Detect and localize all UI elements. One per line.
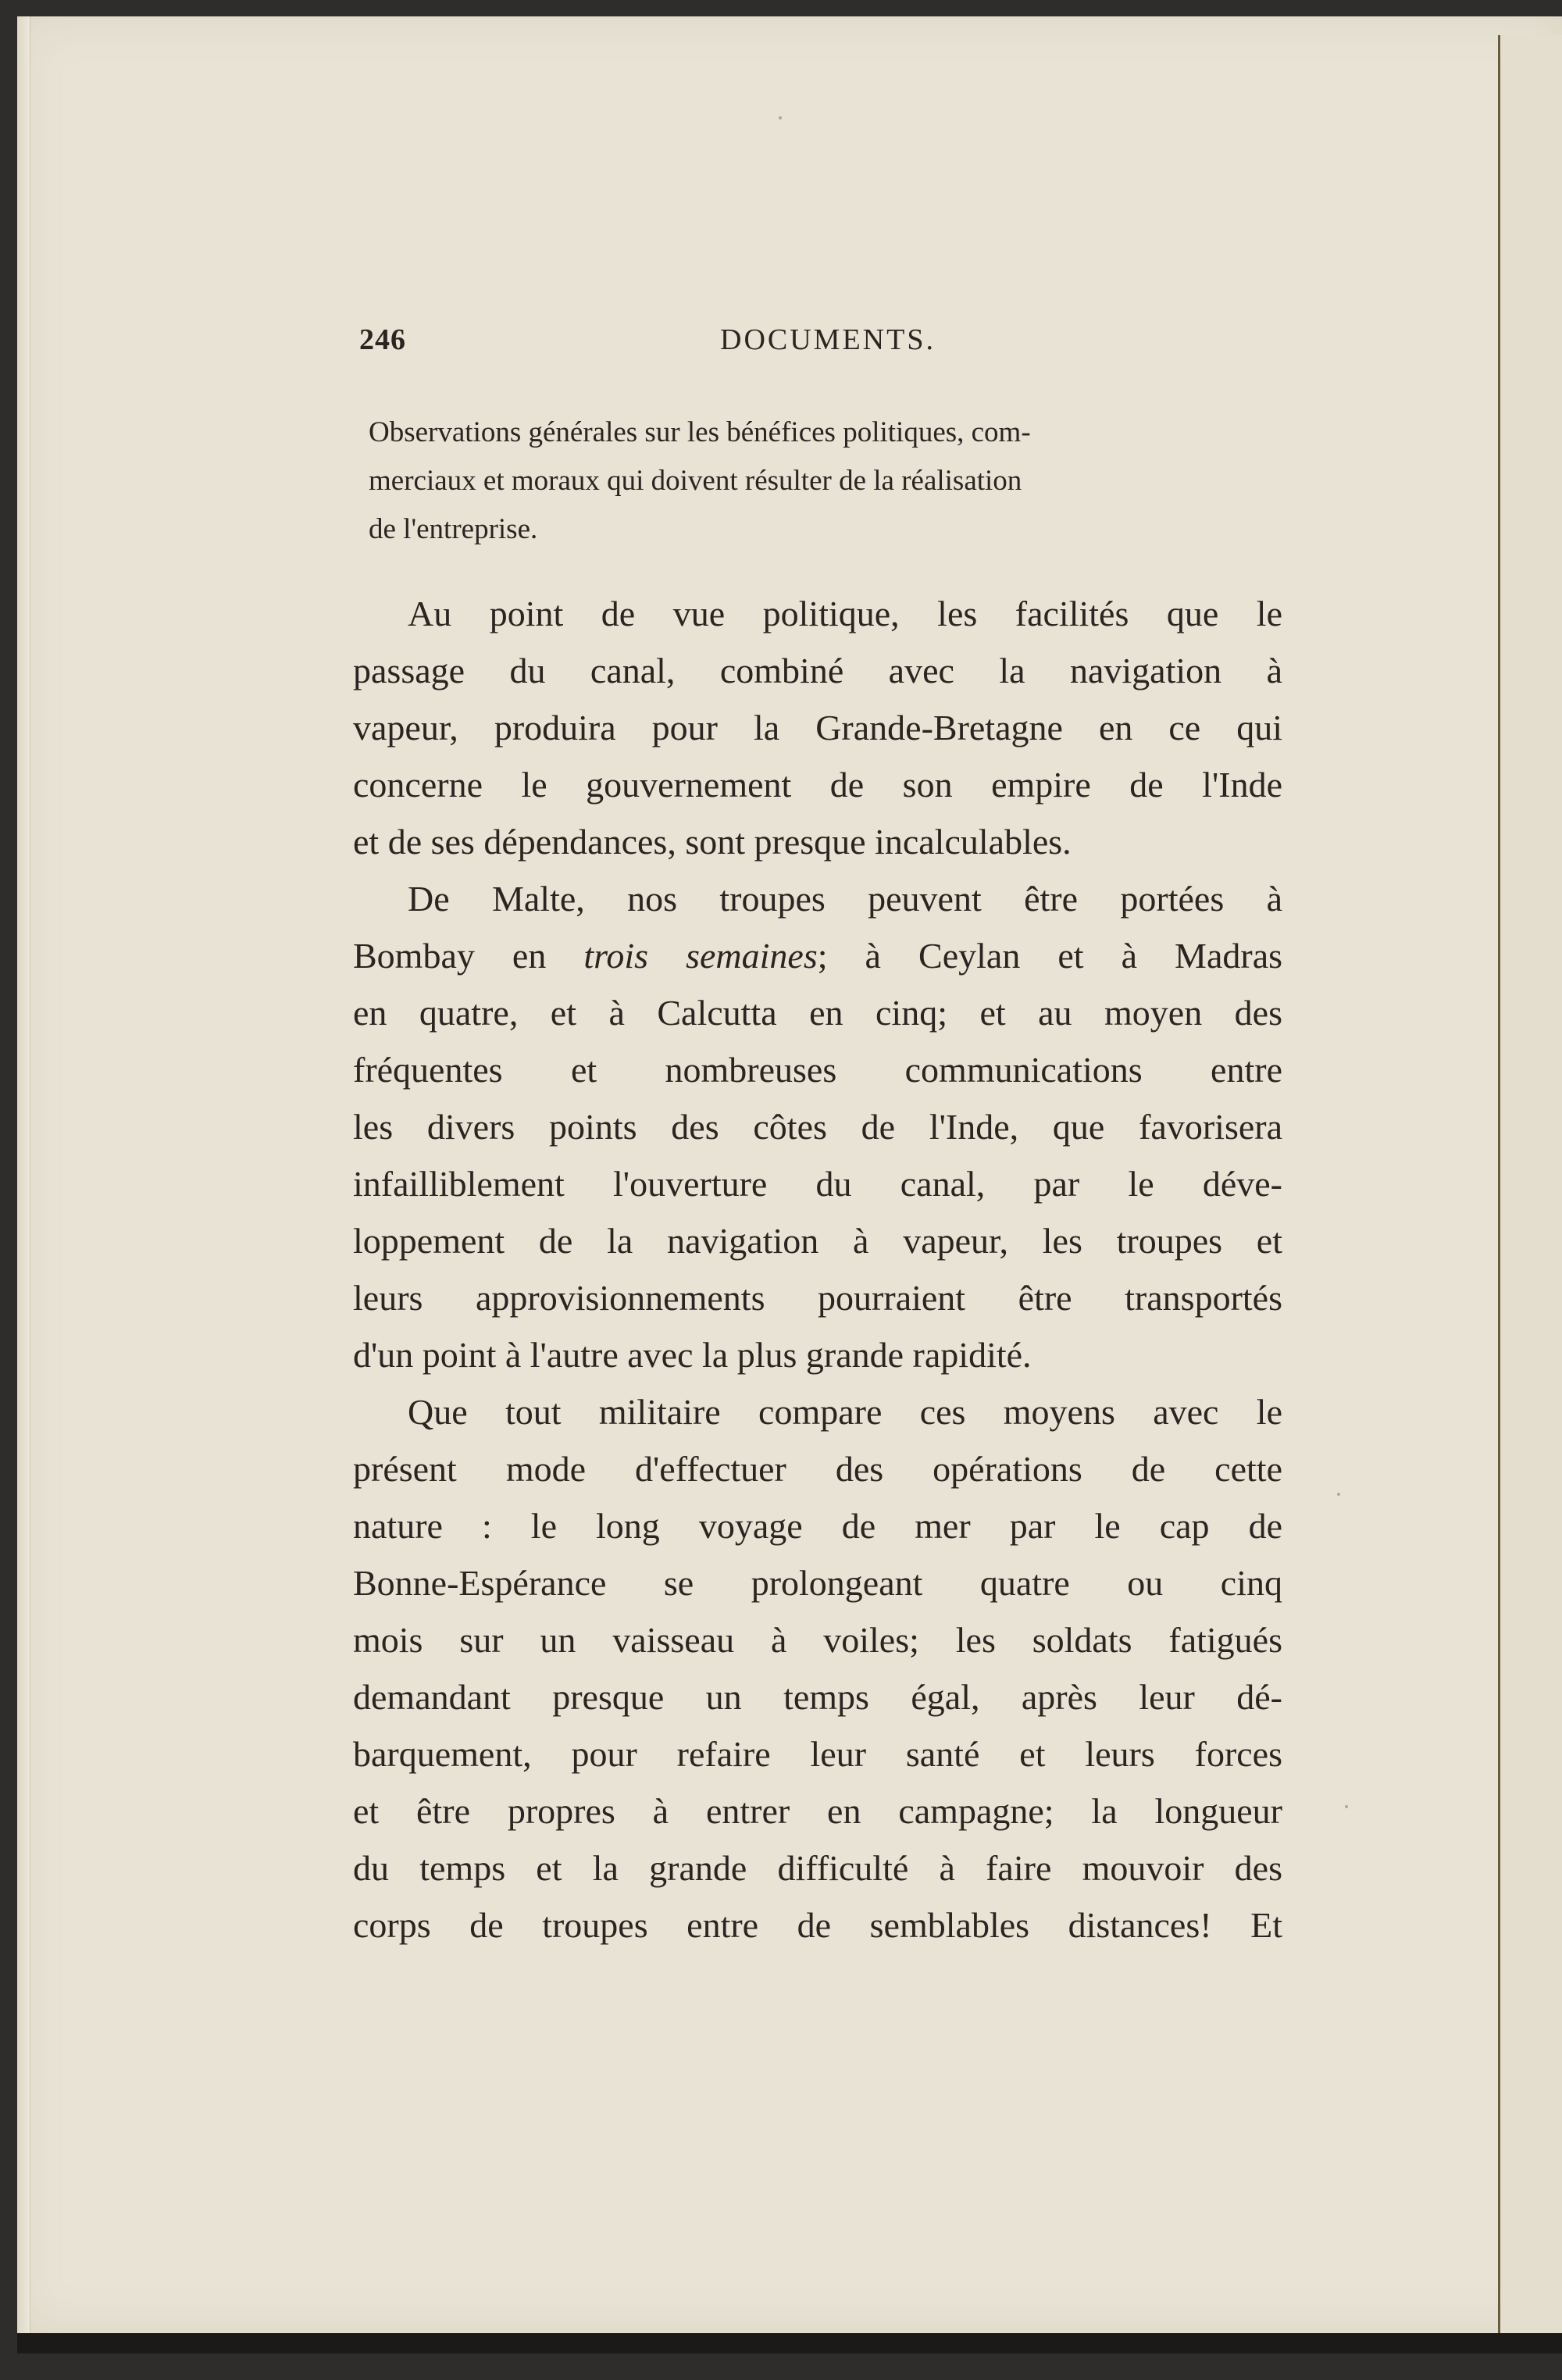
text-line: demandant presque un temps égal, après leur dé-: [353, 1677, 1282, 1717]
text-line: leurs approvisionnements pourraient être transportés: [353, 1278, 1282, 1318]
paragraph: [353, 585, 1282, 870]
body-text: [353, 585, 1282, 1954]
book-page: [17, 16, 1562, 2333]
paper-speck: [1337, 1493, 1340, 1496]
text-line: d'un point à l'autre avec la plus grande rapidité.: [353, 1335, 1032, 1375]
page-number: 246: [359, 323, 406, 356]
section-heading: [369, 409, 1290, 554]
running-head: [345, 313, 1290, 368]
text-line: vapeur, produira pour la Grande-Bretagne en ce qui: [353, 708, 1282, 748]
paragraph: [353, 870, 1282, 1383]
text-line: présent mode d'effectuer des opérations de cette: [353, 1449, 1282, 1489]
heading-line: Observations générales sur les bénéfices politiques, com-: [369, 416, 1031, 448]
paper-speck: [1345, 1805, 1348, 1808]
text-line: concerne le gouvernement de son empire de l'Inde: [353, 765, 1282, 805]
heading-line: de l'entreprise.: [369, 513, 538, 545]
heading-line: merciaux et moraux qui doivent résulter de la réalisation: [369, 465, 1022, 497]
text-line: et être propres à entrer en campagne; la longueur: [353, 1791, 1282, 1831]
text-line: mois sur un vaisseau à voiles; les soldats fatigués: [353, 1620, 1282, 1660]
text-segment: ; à Ceylan et à Madras: [817, 936, 1283, 976]
text-line: Au point de vue politique, les facilités que le: [408, 594, 1282, 633]
text-line: passage du canal, combiné avec la navigation à: [353, 651, 1282, 690]
next-page-edge: [1500, 35, 1562, 2333]
text-line: Bonne-Espérance se prolongeant quatre ou cinq: [353, 1563, 1282, 1603]
page-fold-line: [1498, 35, 1500, 2333]
text-line: [353, 927, 1282, 984]
text-line: corps de troupes entre de semblables distances! Et: [353, 1905, 1282, 1945]
paper-speck: [779, 116, 782, 120]
text-line: Que tout militaire compare ces moyens avec le: [408, 1392, 1282, 1432]
text-line: les divers points des côtes de l'Inde, que favorisera: [353, 1107, 1282, 1147]
page-edge: [17, 16, 30, 2333]
running-title: DOCUMENTS.: [720, 323, 936, 356]
page-bottom-shadow: [17, 2333, 1562, 2353]
text-line: du temps et la grande difficulté à faire mouvoir des: [353, 1848, 1282, 1888]
text-line: fréquentes et nombreuses communications entre: [353, 1050, 1282, 1090]
page-content: [345, 313, 1290, 1954]
text-line: barquement, pour refaire leur santé et leurs forces: [353, 1734, 1282, 1774]
text-line: et de ses dépendances, sont presque incalculables.: [353, 822, 1072, 862]
text-line: infailliblement l'ouverture du canal, par le déve-: [353, 1164, 1282, 1204]
paragraph: [353, 1383, 1282, 1954]
text-line: loppement de la navigation à vapeur, les troupes et: [353, 1221, 1282, 1261]
text-line: De Malte, nos troupes peuvent être portées à: [408, 879, 1282, 919]
text-line: en quatre, et à Calcutta en cinq; et au moyen des: [353, 993, 1282, 1033]
text-line: nature : le long voyage de mer par le cap de: [353, 1506, 1282, 1546]
italic-phrase: trois semaines: [583, 936, 818, 976]
text-segment: Bombay en: [353, 936, 584, 976]
